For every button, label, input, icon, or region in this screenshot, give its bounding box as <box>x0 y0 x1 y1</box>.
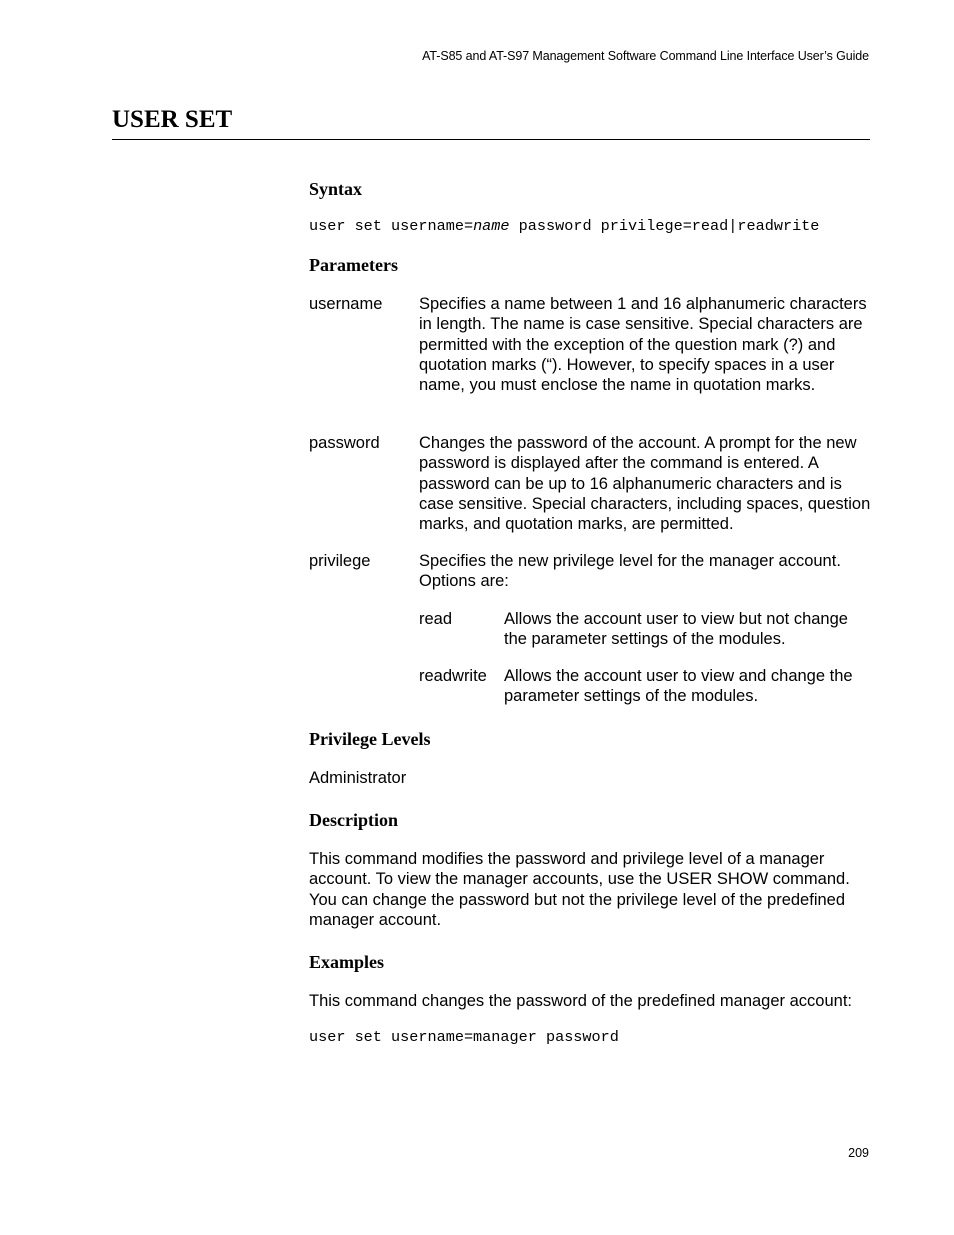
description-heading: Description <box>309 810 398 830</box>
param-name-privilege: privilege <box>309 552 371 570</box>
param-desc-password: Changes the password of the account. A prompt for the new password is displayed after the command is entered. A password can be up to 16 alphanumeric characters and is case sensitive. Special characters, including spaces, question marks, and quotation marks, are permitted. <box>419 434 871 534</box>
syntax-command-suffix: password privilege=read|readwrite <box>509 217 820 235</box>
param-name-password: password <box>309 434 380 452</box>
page-title: USER SET <box>112 106 233 133</box>
syntax-command-prefix: user set username= <box>309 217 474 235</box>
page-number: 209 <box>848 1146 869 1160</box>
examples-intro: This command changes the password of the predefined manager account: <box>309 992 852 1010</box>
option-desc-readwrite: Allows the account user to view and change the parameter settings of the modules. <box>504 667 853 706</box>
syntax-command-variable: name <box>473 217 510 235</box>
option-name-read: read <box>419 610 453 628</box>
parameters-heading: Parameters <box>309 255 398 275</box>
option-desc-read: Allows the account user to view but not change the parameter settings of the modules. <box>504 610 848 649</box>
description-text: This command modifies the password and privilege level of a manager account. To view the manager accounts, use the USER SHOW command. You can change the password but not the privilege level of the predefined manager account. <box>309 850 850 929</box>
title-rule <box>112 139 870 140</box>
example-command: user set username=manager password <box>309 1028 619 1046</box>
param-desc-privilege: Specifies the new privilege level for the manager account. Options are: <box>419 552 841 591</box>
privilege-levels-text: Administrator <box>309 769 407 787</box>
running-header: AT-S85 and AT-S97 Management Software Command Line Interface User’s Guide <box>422 49 869 63</box>
syntax-command <box>309 217 819 235</box>
syntax-heading: Syntax <box>309 179 363 199</box>
param-name-username: username <box>309 295 383 313</box>
option-name-readwrite: readwrite <box>419 667 487 685</box>
privilege-levels-heading: Privilege Levels <box>309 729 431 749</box>
examples-heading: Examples <box>309 952 385 972</box>
param-desc-username: Specifies a name between 1 and 16 alphanumeric characters in length. The name is case sensitive. Special characters are permitted with the exception of the question mark (?) and quotation marks (“). However, to specify spaces in a user name, you must enclose the name in quotation marks. <box>419 295 867 395</box>
